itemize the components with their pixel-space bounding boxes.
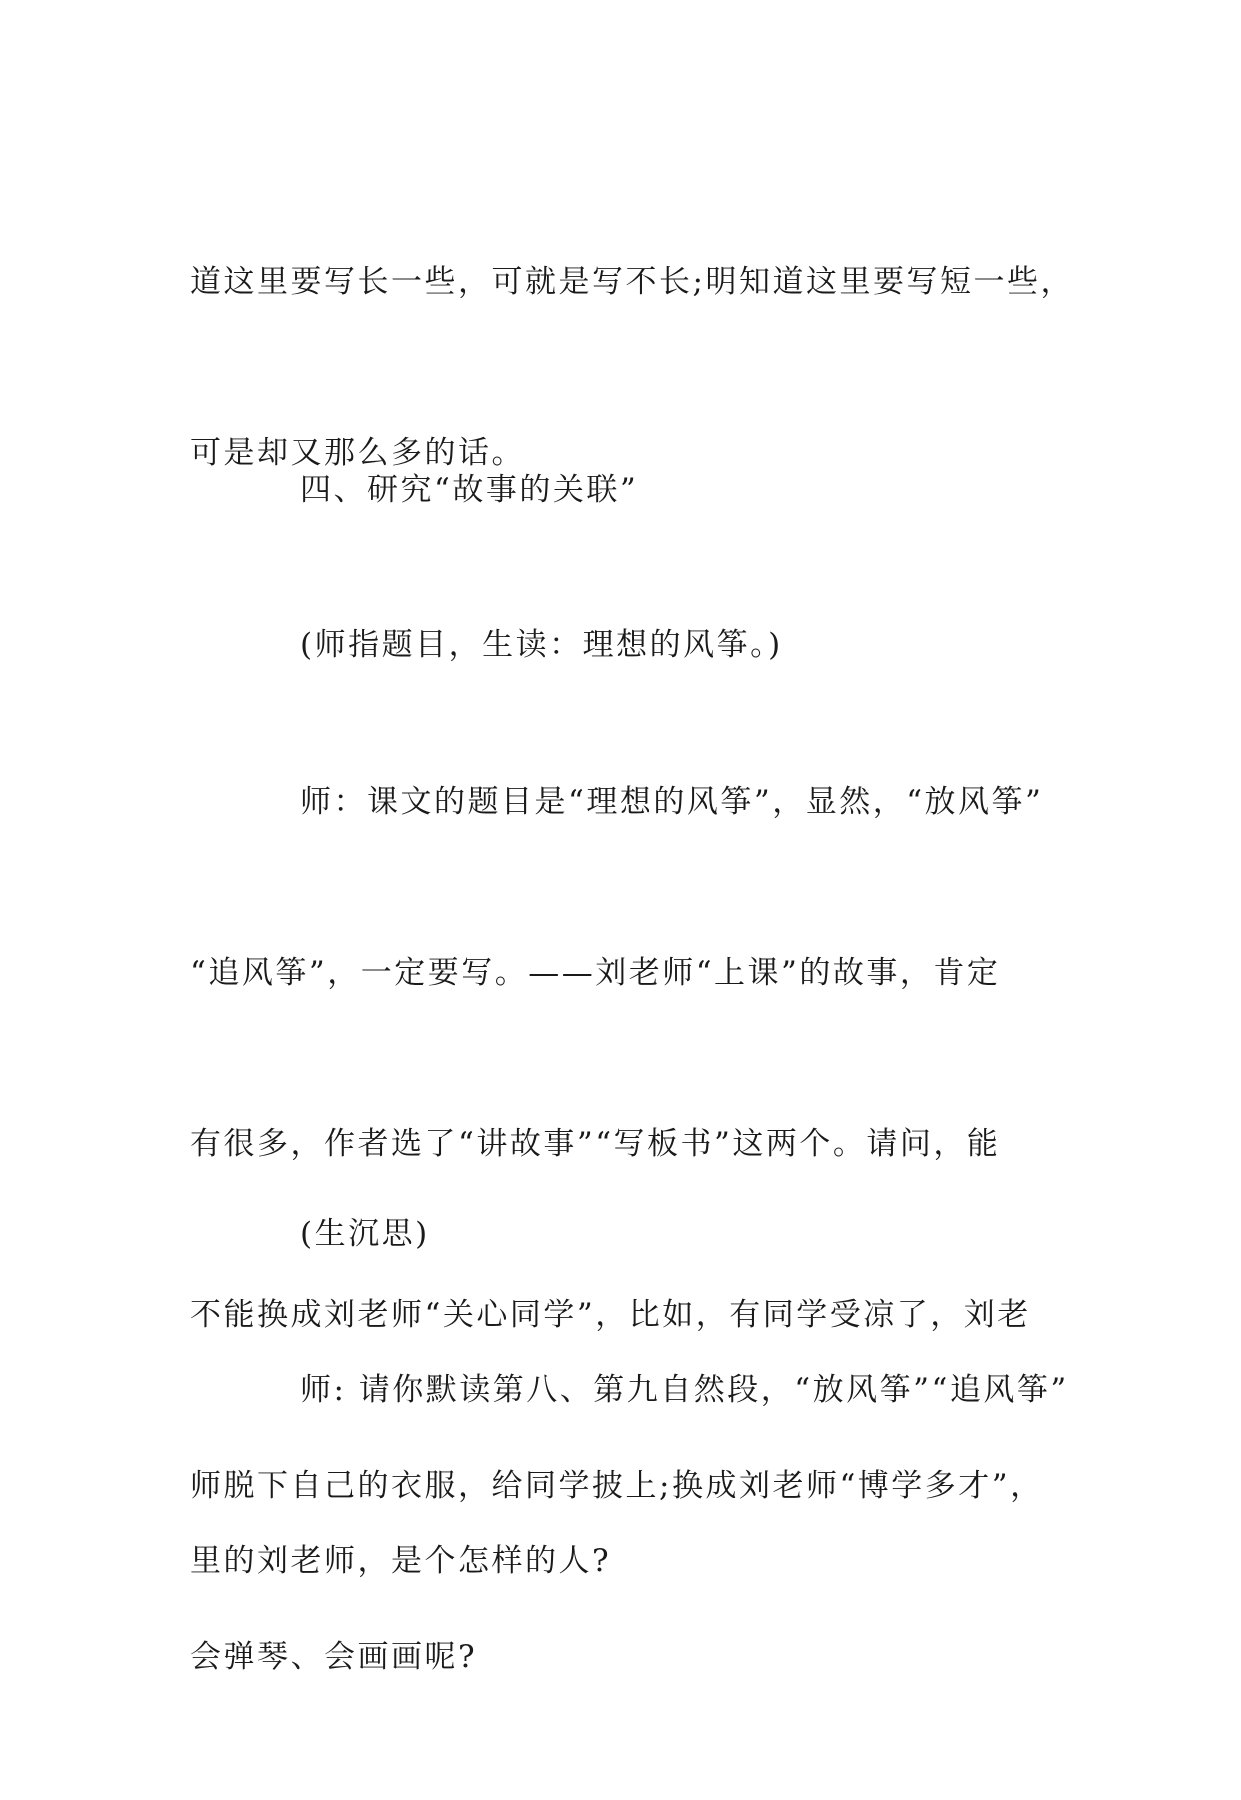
paragraph-teacher-prompt: [190, 1248, 1069, 1704]
text-line: 道这里要写长一些，可就是写不长;明知道这里要写短一些，: [190, 264, 1074, 300]
text-line: 师: 请你默读第八、第九自然段，“放风筝”“追风筝”: [300, 1372, 1069, 1408]
heading-text: 四、研究“故事的关联”: [300, 472, 639, 508]
text-line: (生沉思): [300, 1216, 430, 1252]
text-line: 里的刘老师，是个怎样的人?: [190, 1543, 612, 1579]
text-line: (师指题目，生读：理想的风筝。): [300, 627, 783, 663]
text-line: 不能换成刘老师“关心同学”，比如，有同学受凉了，刘老: [190, 1297, 1031, 1333]
text-line: 会弹琴、会画画呢?: [190, 1639, 478, 1675]
text-line: 可是却又那么多的话。: [190, 435, 525, 471]
text-line: 有很多，作者选了“讲故事”“写板书”这两个。请问，能: [190, 1126, 1001, 1162]
text-line: 师：课文的题目是“理想的风筝”，显然，“放风筝”: [300, 784, 1044, 820]
text-line: 师脱下自己的衣服，给同学披上;换成刘老师“博学多才”，: [190, 1468, 1044, 1504]
text-line: “追风筝”，一定要写。——刘老师“上课”的故事，肯定: [190, 955, 1001, 991]
